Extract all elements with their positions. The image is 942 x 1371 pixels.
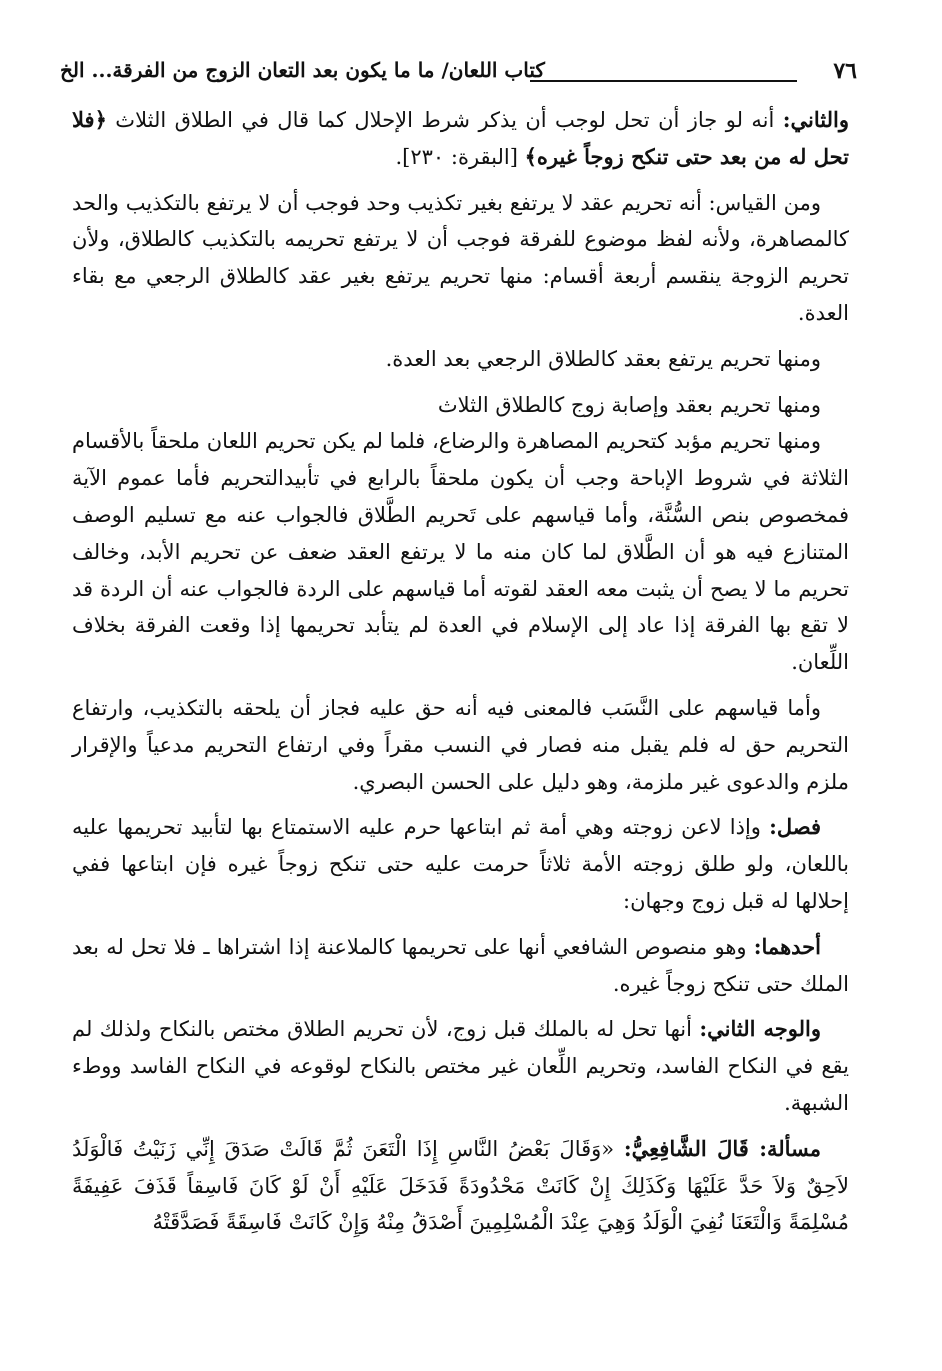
paragraph-text: أنها تحل له بالملك قبل زوج، لأن تحريم الطلاق مختص بالنكاح ولذلك لم يقع في النكاح الفاسد، وتحريم اللِّعان غير مختص بالنكاح لوقوعه في النكاح الفاسد ووطء الشبهة. xyxy=(72,1017,849,1115)
paragraph xyxy=(72,185,849,332)
section-heading: فصل: xyxy=(769,814,821,840)
paragraph xyxy=(72,423,849,681)
page-number: ٧٦ xyxy=(833,58,857,84)
paragraph-text: ومنها تحريم بعقد وإصابة زوج كالطلاق الثلاث xyxy=(437,392,821,417)
quran-quote: ﴿فلا تحل له من بعد حتى تنكح زوجاً غيره﴾ xyxy=(72,107,849,169)
paragraph-lead: والثاني: xyxy=(782,107,849,132)
paragraph xyxy=(72,1011,849,1121)
page-header xyxy=(60,52,857,92)
page-body xyxy=(72,102,849,1250)
paragraph-text: أنه لو جاز أن تحل لوجب أن يذكر شرط الإحلال كما قال في الطلاق الثلاث xyxy=(106,108,783,132)
paragraph xyxy=(72,1131,849,1241)
header-rule xyxy=(530,80,797,82)
paragraph-text: «وَقَالَ بَعْضُ النَّاسِ إِذَا الْتَعَنَ ثُمَّ قَالَتْ صَدَقَ إِنِّي زَنَيْتُ فَالْوَلَدُ لاَحِقٌ وَلاَ حَدَّ عَلَيْهَا وَكَذَلِكَ إِنْ كَانَتْ مَحْدُودَةً فَدَخَلَ عَلَيْهِ أَنْ لَوْ كَانَ فَاسِقاً قَذَفَ عَفِيفَةً مُسْلِمَةً وَالْتَعَنَا نُفِيَ الْوَلَدُ وَهِيَ عِنْدَ الْمُسْلِمِينَ أَصْدَقُ مِنْهُ وَإِنْ كَانَتْ فَاسِقَةً فَصَدَّقَتْهُ xyxy=(72,1136,850,1235)
section-heading: مسألة: قَالَ الشَّافِعِيُّ: xyxy=(623,1135,822,1161)
paragraph-text: ومنها تحريم مؤبد كتحريم المصاهرة والرضاع، فلما لم يكن تحريم اللعان ملحقاً بالأقسام الثلاثة في شروط الإباحة وجب أن يكون ملحقاً بالرابع في تأبيدالتحريم فأما عموم الآية فمخصوص بنص السُّنَّة، وأما قياسهم على تَحريم الطَّلاق فالجواب عنه مع تسليم الوصف المتنازع فيه هو أن الطَّلاق لما كان منه ما لا يرتفع العقد ضعف عن تحريم الأبد، وخالف تحريم ما لا يصح أن يثبت معه العقد لقوته أما قياسهم على الردة فالجواب عنه أن الردة قد لا تقع بها الفرقة إذا عاد إلى الإسلام في العدة لم يتأبد تحريمها إذا وقعت الفرقة بخلاف اللِّعان. xyxy=(72,429,849,675)
paragraph xyxy=(72,387,849,424)
paragraph xyxy=(72,690,849,800)
quote-reference: [البقرة: ٢٣٠]. xyxy=(395,144,525,169)
paragraph-lead: والوجه الثاني: xyxy=(699,1016,822,1042)
paragraph xyxy=(72,809,849,919)
paragraph-text: وإذا لاعن زوجته وهي أمة ثم ابتاعها حرم عليه الاستمتاع بها لتأبيد تحريمها عليه باللعان، ولو طلق زوجته الأمة ثلاثاً حرمت عليه حتى تنكح زوجاً غيره فإن ابتاعها ففي إحلالها له قبل زوج وجهان: xyxy=(72,815,849,913)
paragraph-text: ومنها تحريم يرتفع بعقد كالطلاق الرجعي بعد العدة. xyxy=(385,346,821,371)
paragraph-lead: أحدهما: xyxy=(753,933,821,959)
paragraph xyxy=(72,102,849,176)
paragraph-text: وهو منصوص الشافعي أنها على تحريمها كالملاعنة إذا اشتراها ـ فلا تحل له بعد الملك حتى تنكح زوجاً غيره. xyxy=(72,934,849,996)
paragraph xyxy=(72,929,849,1003)
paragraph xyxy=(72,341,849,378)
running-title: كتاب اللعان/ ما ما يكون بعد التعان الزوج من الفرقة... الخ xyxy=(60,58,545,82)
paragraph-text: وأما قياسهم على النَّسَب فالمعنى فيه أنه حق عليه فجاز أن يلحقه بالتكذيب، وارتفاع التحريم حق له فلم يقبل منه فصار في النسب مقراً وفي ارتفاع التحريم مدعياً والإقرار ملزم والدعوى غير ملزمة، وهو دليل على الحسن البصري. xyxy=(72,695,849,794)
paragraph-text: ومن القياس: أنه تحريم عقد لا يرتفع بغير تكذيب وحد فوجب أن لا يرتفع بالتكذيب والحد كالمصاهرة، ولأنه لفظ موضوع للفرقة فوجب أن لا يرتفع تحريمه بالتكذيب كالطلاق، ولأن تحريم الزوجة ينقسم أربعة أقسام: منها تحريم يرتفع بغير عقد كالطلاق الرجعي مع بقاء العدة. xyxy=(72,190,849,325)
